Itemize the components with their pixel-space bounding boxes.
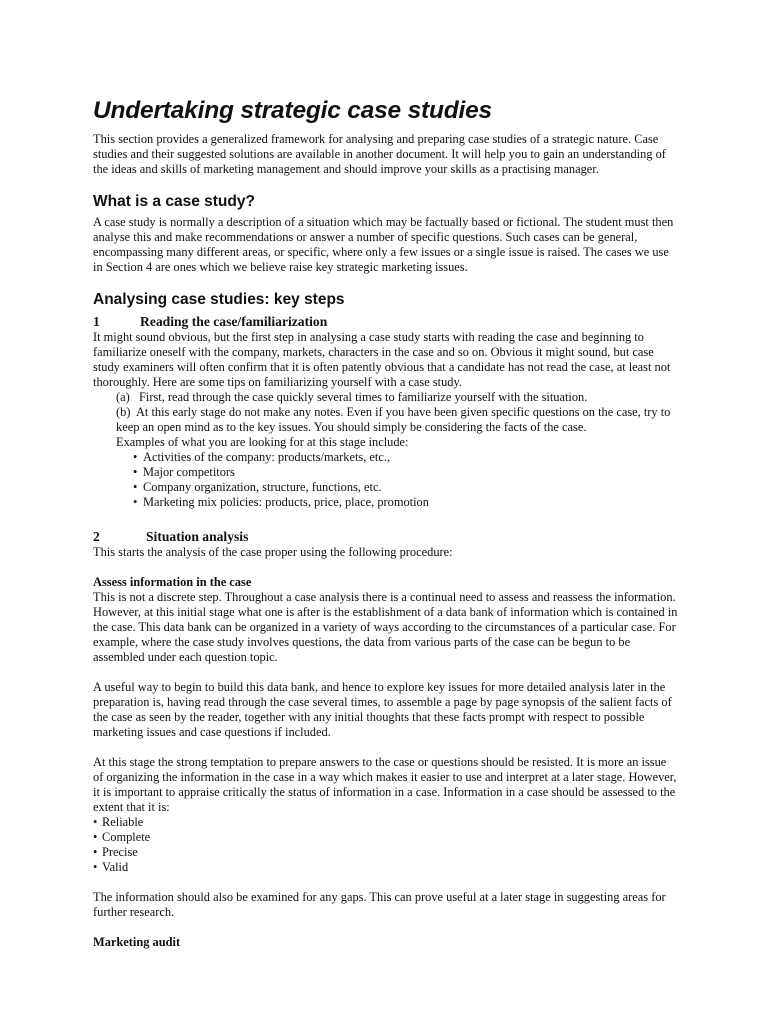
assess-paragraph-1: This is not a discrete step. Throughout a case analysis there is a continual need to assess and reassess the information. However, at this initial stage what one is after is the establishment of a data bank of information which is contained in the case. This data bank can be organized in a variety of ways according to the circumstances of a particular case. For example, where the case study involves questions, the data from various parts of the case can be begun to be assembled under each question topic.	[93, 590, 678, 664]
list-item: • Complete	[93, 830, 678, 845]
gaps-paragraph: The information should also be examined for any gaps. This can prove useful at a later stage in suggesting areas for further research.	[93, 890, 666, 919]
assess-heading: Assess information in the case	[93, 575, 252, 589]
step1-examples-intro: Examples of what you are looking for at this stage include:	[116, 435, 409, 449]
page-title: Undertaking strategic case studies	[93, 97, 492, 124]
examples-list	[93, 450, 678, 510]
criteria-list	[93, 815, 678, 875]
step1-number: 1	[93, 314, 100, 329]
marketing-audit-heading: Marketing audit	[93, 935, 181, 949]
list-item: • Marketing mix policies: products, price, place, promotion	[133, 495, 678, 510]
intro-paragraph: This section provides a generalized framework for analysing and preparing case studies of a strategic nature. Case studies and their suggested solutions are available in another document. It will help you to gain an understanding of the ideas and skills of marketing management and should improve your skills as a practising manager.	[93, 132, 666, 176]
step1-heading	[93, 313, 678, 330]
document-page	[93, 96, 678, 950]
item-b-label: (b)	[116, 405, 131, 419]
list-item: • Reliable	[93, 815, 678, 830]
item-b-text: At this early stage do not make any notes. Even if you have been given specific questions on the case, try to keep an open mind as to the key issues. You should simply be considering the facts of the case.	[116, 405, 671, 434]
step2-intro: This starts the analysis of the case proper using the following procedure:	[93, 545, 453, 559]
list-item: • Activities of the company: products/markets, etc.,	[133, 450, 678, 465]
what-is-paragraph: A case study is normally a description of a situation which may be factually based or fictional. The student must then analyse this and make recommendations or answer a number of specific questions. Such cases can be general, encompassing many different areas, or specific, where only a few issues or a single issue is raised. The cases we use in Section 4 are ones which we believe raise key strategic marketing issues.	[93, 215, 674, 274]
step2-number: 2	[93, 529, 100, 544]
analysing-heading: Analysing case studies: key steps	[93, 291, 345, 308]
step1-item-a	[93, 390, 678, 405]
list-item: • Precise	[93, 845, 678, 860]
step1-item-b	[93, 405, 678, 435]
list-item: • Major competitors	[133, 465, 678, 480]
step2-title: Situation analysis	[146, 529, 249, 544]
step1-paragraph: It might sound obvious, but the first step in analysing a case study starts with reading the case and beginning to familiarize oneself with the company, markets, characters in the case and so on. Obvious it might sound, but case study examiners will often confirm that it is often patently obvious that a candidate has not read the case, at least not thoroughly. Here are some tips on familiarizing yourself with a case study.	[93, 330, 671, 389]
item-a-label: (a)	[116, 390, 130, 404]
assess-paragraph-3: At this stage the strong temptation to prepare answers to the case or questions should be resisted. It is more an issue of organizing the information in the case in a way which makes it easier to use and interpret at a later stage. However, it is important to appraise critically the status of information in a case. Information in a case should be assessed to the extent that it is:	[93, 755, 677, 814]
assess-paragraph-2: A useful way to begin to build this data bank, and hence to explore key issues for more detailed analysis later in the preparation is, having read through the case several times, to assemble a page by page synopsis of the salient facts of the case as seen by the reader, together with any initial thoughts that these facts prompt with respect to possible marketing issues and case questions if included.	[93, 680, 672, 739]
list-item: • Valid	[93, 860, 678, 875]
what-is-heading: What is a case study?	[93, 193, 255, 210]
item-a-text: First, read through the case quickly several times to familiarize yourself with the situation.	[139, 390, 588, 404]
step2-heading	[93, 528, 678, 545]
step1-title: Reading the case/familiarization	[140, 314, 328, 329]
list-item: • Company organization, structure, functions, etc.	[133, 480, 678, 495]
